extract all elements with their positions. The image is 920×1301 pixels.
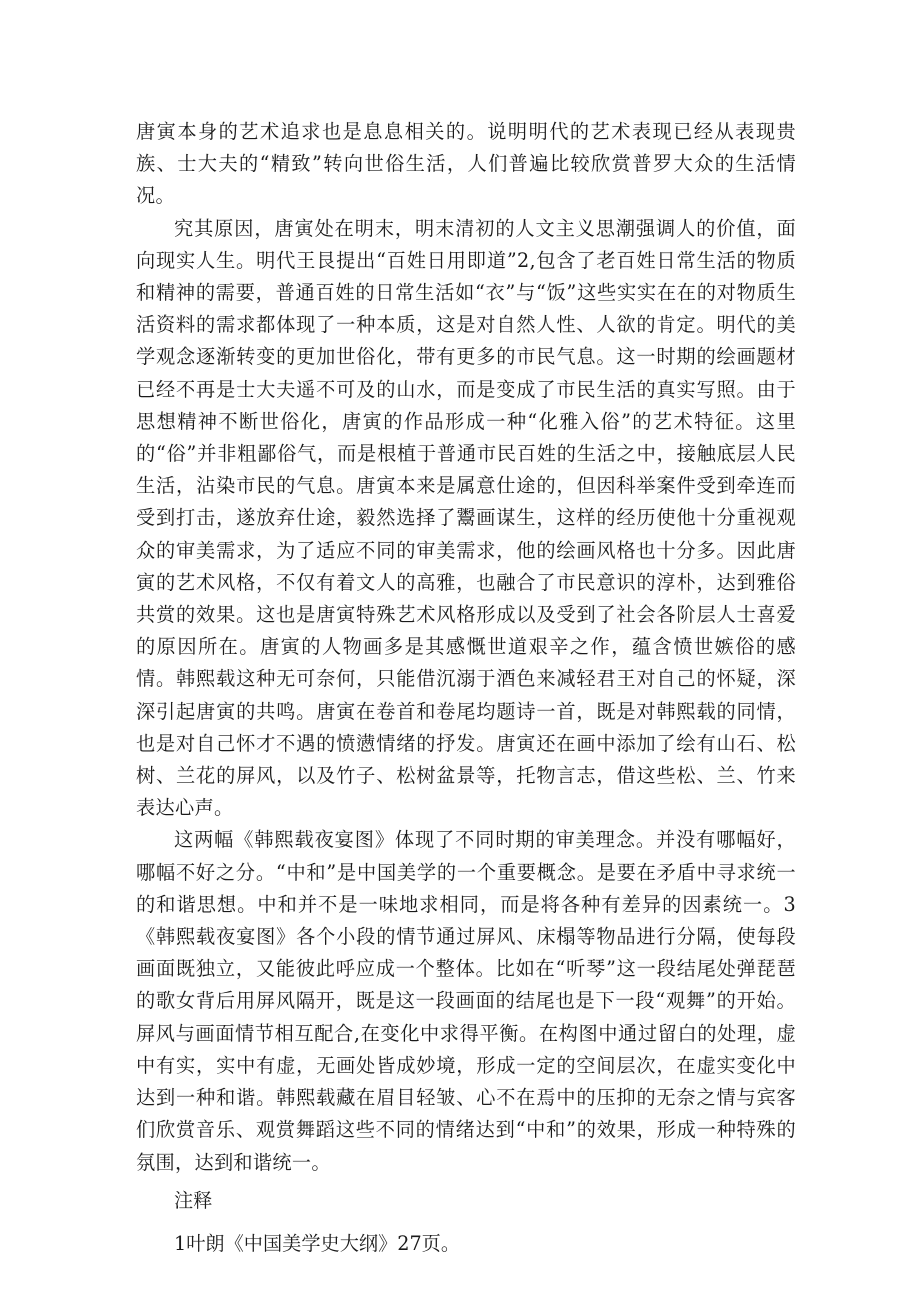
note-item: 1叶朗《中国美学史大纲》27页。 — [174, 1231, 461, 1255]
paragraph-aesthetics: 这两幅《韩熙载夜宴图》体现了不同时期的审美理念。并没有哪幅好，哪幅不好之分。“中和”是中国美学的一个重要概念。是要在矛盾中寻求统一的和谐思想。中和并不是一味地求相同，而是将各种有差异的因素统一。3《韩熙载夜宴图》各个小段的情节通过屏风、床榻等物品进行分隔，使每段画面既独立，又能彼此呼应成一个整体。比如在“听琴”这一段结尾处弹琵琶的歌女背后用屏风隔开，既是这一段画面的结尾也是下一段“观舞”的开始。屏风与画面情节相互配合,在变化中求得平衡。在构图中通过留白的处理，虚中有实，实中有虚，无画处皆成妙境，形成一定的空间层次，在虚实变化中达到一种和谐。韩熙载藏在眉目轻皱、心不在焉中的压抑的无奈之情与宾客们欣赏音乐、观赏舞蹈这些不同的情绪达到“中和”的效果，形成一种特殊的氛围，达到和谐统一。 — [136, 828, 796, 1174]
paragraph-continuation: 唐寅本身的艺术追求也是息息相关的。说明明代的艺术表现已经从表现贵族、士大夫的“精致”转向世俗生活，人们普遍比较欣赏普罗大众的生活情况。 — [136, 120, 796, 208]
notes-heading: 注释 — [174, 1188, 213, 1212]
document-page — [136, 116, 796, 1260]
paragraph-reasons: 究其原因，唐寅处在明末，明末清初的人文主义思潮强调人的价值，面向现实人生。明代王艮提出“百姓日用即道”2,包含了老百姓日常生活的物质和精神的需要，普通百姓的日常生活如“衣”与“饭”这些实实在在的对物质生活资料的需求都体现了一种本质，这是对自然人性、人欲的肯定。明代的美学观念逐渐转变的更加世俗化，带有更多的市民气息。这一时期的绘画题材已经不再是士大夫遥不可及的山水，而是变成了市民生活的真实写照。由于思想精神不断世俗化，唐寅的作品形成一种“化雅入俗”的艺术特征。这里的“俗”并非粗鄙俗气，而是根植于普通市民百姓的生活之中，接触底层人民生活，沾染市民的气息。唐寅本来是属意仕途的，但因科举案件受到牵连而受到打击，遂放弃仕途，毅然选择了鬻画谋生，这样的经历使他十分重视观众的审美需求，为了适应不同的审美需求，他的绘画风格也十分多。因此唐寅的艺术风格，不仅有着文人的高雅，也融合了市民意识的淳朴，达到雅俗共赏的效果。这也是唐寅特殊艺术风格形成以及受到了社会各阶层人士喜爱的原因所在。唐寅的人物画多是其感慨世道艰辛之作，蕴含愤世嫉俗的感情。韩熙载这种无可奈何，只能借沉溺于酒色来减轻君王对自己的怀疑，深深引起唐寅的共鸣。唐寅在卷首和卷尾均题诗一首，既是对韩熙载的同情，也是对自己怀才不遇的愤懑情绪的抒发。唐寅还在画中添加了绘有山石、松树、兰花的屏风，以及竹子、松树盆景等，托物言志，借这些松、兰、竹来表达心声。 — [136, 216, 796, 820]
